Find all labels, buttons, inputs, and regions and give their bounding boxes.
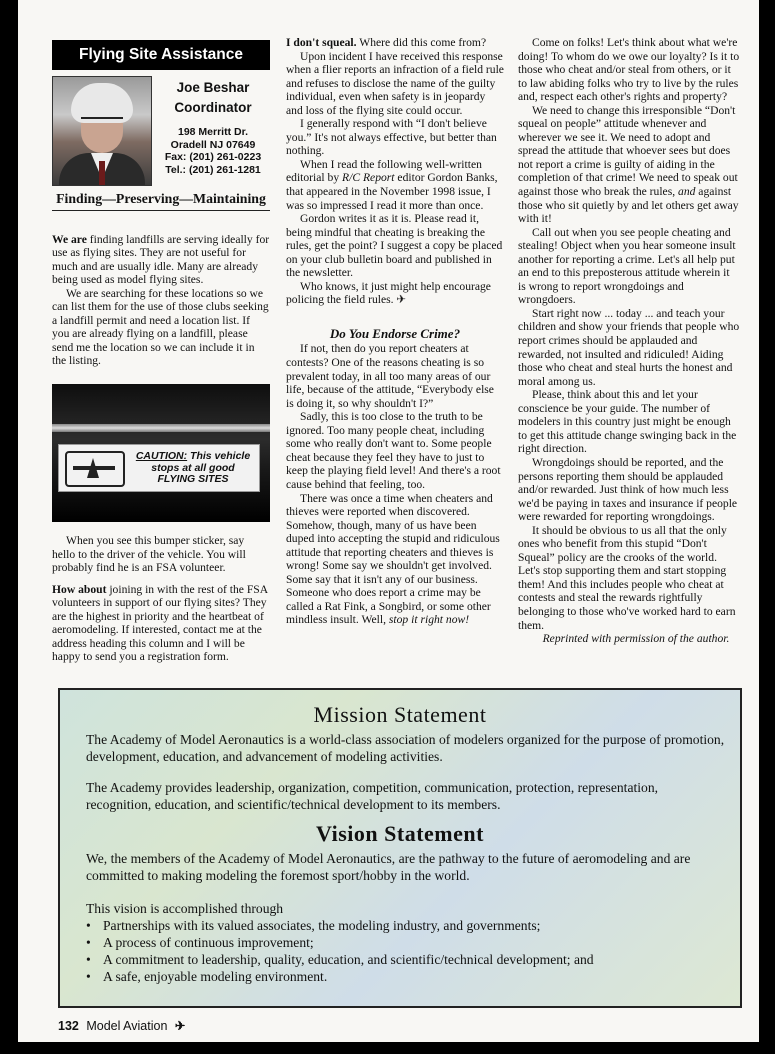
- airplane-icon: [65, 451, 125, 487]
- tagline: Finding—Preserving—Maintaining: [52, 192, 270, 211]
- coordinator-photo: [52, 76, 152, 186]
- vision-paragraph-1: We, the members of the Academy of Model Aeronautics, are the pathway to the future of aeromodeling and are committed to making modeling the foremost sport/hobby in the world.: [86, 851, 691, 883]
- page-footer: [58, 1018, 185, 1033]
- coordinator-name: Joe Beshar: [176, 80, 250, 95]
- paragraph: Wrongdoings should be reported, and the persons reporting them should be applauded and/or rewarded. Just think of how much less we'd be paying in taxes and insurance if people were rewarded for reporting wrongdoings.: [518, 455, 738, 524]
- section-header: Flying Site Assistance: [52, 40, 270, 70]
- paragraph: I generally respond with “I don't believe you.” It's not always effective, but better than nothing.: [286, 117, 497, 158]
- paragraph: Who knows, it just might help encourage policing the field rules. ✈: [286, 279, 491, 307]
- list-item: • A safe, enjoyable modeling environment.: [86, 968, 740, 985]
- contact-block: [156, 76, 270, 176]
- sticker-caption: When you see this bumper sticker, say hello to the driver of the vehicle. You will probably find he is an FSA volunteer.: [52, 534, 246, 575]
- paragraph: When I read the following well-written editorial by R/C Report editor Gordon Banks, that appeared in the November 1998 issue, I was so impressed I read it more than once.: [286, 157, 498, 212]
- column-middle: [286, 36, 504, 627]
- list-item: • A commitment to leadership, quality, education, and scientific/technical development; and: [86, 951, 740, 968]
- magazine-title: Model Aviation: [86, 1019, 168, 1033]
- bumper-sticker-photo: [52, 384, 270, 522]
- list-item: • Partnerships with its valued associates, the modeling industry, and governments;: [86, 917, 740, 934]
- paragraph: Upon incident I have received this response when a flier reports an infraction of a field rule and refuses to disclose the name of the guilty individual, even when safety is in jeopardy and loss of the flying site could occur.: [286, 49, 504, 117]
- article-opening: I don't squeal. Where did this come from?: [286, 36, 487, 49]
- paragraph: If not, then do you report cheaters at contests? One of the reasons cheating is so prevalent today, in all too many areas of our life, because of the attitude, “Everybody else is doing it, so why shouldn't I?”: [286, 342, 494, 410]
- address-line-2: Oradell NJ 07649: [170, 138, 256, 151]
- paragraph: Start right now ... today ... and teach your children and show your friends that people who report crimes should be applauded and rewarded, not insulted and ridiculed! Aiding those who cheat and steal hurts the honest and moral among us.: [518, 306, 740, 388]
- coordinator-profile: [52, 76, 270, 184]
- mission-paragraph-2: The Academy provides leadership, organization, competition, communication, protection, representation, recognition, education, and scientific/technical development to its members.: [86, 780, 659, 812]
- mission-title: Mission Statement: [313, 702, 487, 727]
- magazine-page: [18, 0, 759, 1042]
- tel-number: Tel.: (201) 261-1281: [165, 163, 261, 176]
- paragraph: Gordon writes it as it is. Please read it, being mindful that cheating is breaking the rules, get the point? I suggest a copy be placed on your club bulletin board and published in the newsletter.: [286, 212, 503, 280]
- paragraph: Sadly, this is too close to the truth to be ignored. Too many people cheat, including some who really don't want to. Some people cheat because they feel they have to just to keep the playing field level! And there's a root cause behind that feeling, too.: [286, 410, 501, 491]
- address-line-1: 198 Merritt Dr.: [177, 126, 249, 138]
- paragraph: Call out when you see people cheating and stealing! Object when you hear someone insult another for reporting a crime. Let's all help put an end to this preposterous attitude wherein it is wrong to report wrongdoings and wrongdoers.: [518, 225, 736, 307]
- vision-paragraph-2: This vision is accomplished through: [86, 901, 284, 916]
- paragraph: Please, think about this and let your conscience be your guide. The number of modelers in this country just might be enough to get this attitude change swinging back in the right direction.: [518, 388, 737, 456]
- article-heading: Do You Endorse Crime?: [329, 325, 461, 341]
- column-right: [518, 36, 740, 646]
- bumper-sticker: CAUTION: This vehicle stops at all good FLYING SITES: [58, 444, 260, 492]
- paragraph: There was once a time when cheaters and thieves were reported when discovered. Somehow, though, many of us have been duped into accepting the stupid and ridiculous attitude that reporting cheaters and thieves is wrong! Some say we shouldn't get involved. Some say that it isn't any of our business. Someone who does report a crime may be called a Rat Fink, a Songbird, or some other mindless insult. Well, stop it right now!: [286, 491, 500, 627]
- reprint-credit: Reprinted with permission of the author.: [542, 632, 730, 646]
- page-number: 132: [58, 1019, 79, 1033]
- intro-paragraph: We are finding landfills are serving ideally for use as flying sites. They are not useful for much and are usually idle. Many are already being used as model flying sites.: [52, 232, 270, 287]
- howabout-paragraph: How about joining in with the rest of the FSA volunteers in support of our flying sites? They are the highest in priority and the heartbeat of aeromodeling. If interested, contact me at the address heading this column and I will be happy to send you a registration form.: [52, 582, 268, 664]
- paragraph: It should be obvious to us all that the only ones who benefit from this stupid “Don't Squeal” policy are the crooks of the world. Let's stop supporting them and start stopping them! And this includes people who cheat at contests and steal the rewards rightfully belonging to those who've worked hard to earn them.: [518, 523, 736, 632]
- vision-title: Vision Statement: [316, 821, 484, 846]
- fax-number: Fax: (201) 261-0223: [164, 151, 262, 163]
- paragraph: We need to change this irresponsible “Don't squeal on people” attitude whenever and wherever we see it. We need to adopt and spread the attitude that whoever sees but does not report a crime is guilty of aiding in the completion of that crime! We need to speak out against those who break the rules, and against those who sit quietly by and let others get away with it!: [518, 103, 739, 226]
- airplane-icon: ✈: [174, 1019, 186, 1033]
- landfill-paragraph: We are searching for these locations so we can list them for the use of those clubs seeking a landfill permit and need a location list. If you are already flying on a landfill, please send me the location so we can include it in the listing.: [52, 286, 269, 368]
- list-item: • A process of continuous improvement;: [86, 934, 740, 951]
- column-left: [52, 36, 270, 664]
- mission-paragraph-1: The Academy of Model Aeronautics is a world-class association of modelers organized for the purpose of promotion, development, education, and advancement of modeling activities.: [86, 732, 725, 764]
- mission-vision-box: [58, 688, 742, 1008]
- paragraph: Come on folks! Let's think about what we're doing! To whom do we owe our loyalty? Is it to those who cheat and/or steal from others, or it to law abiding folks who try to live by the rules and, respect each other's rights and property?: [518, 36, 740, 104]
- coordinator-role: Coordinator: [174, 100, 252, 115]
- vision-list: [86, 917, 740, 985]
